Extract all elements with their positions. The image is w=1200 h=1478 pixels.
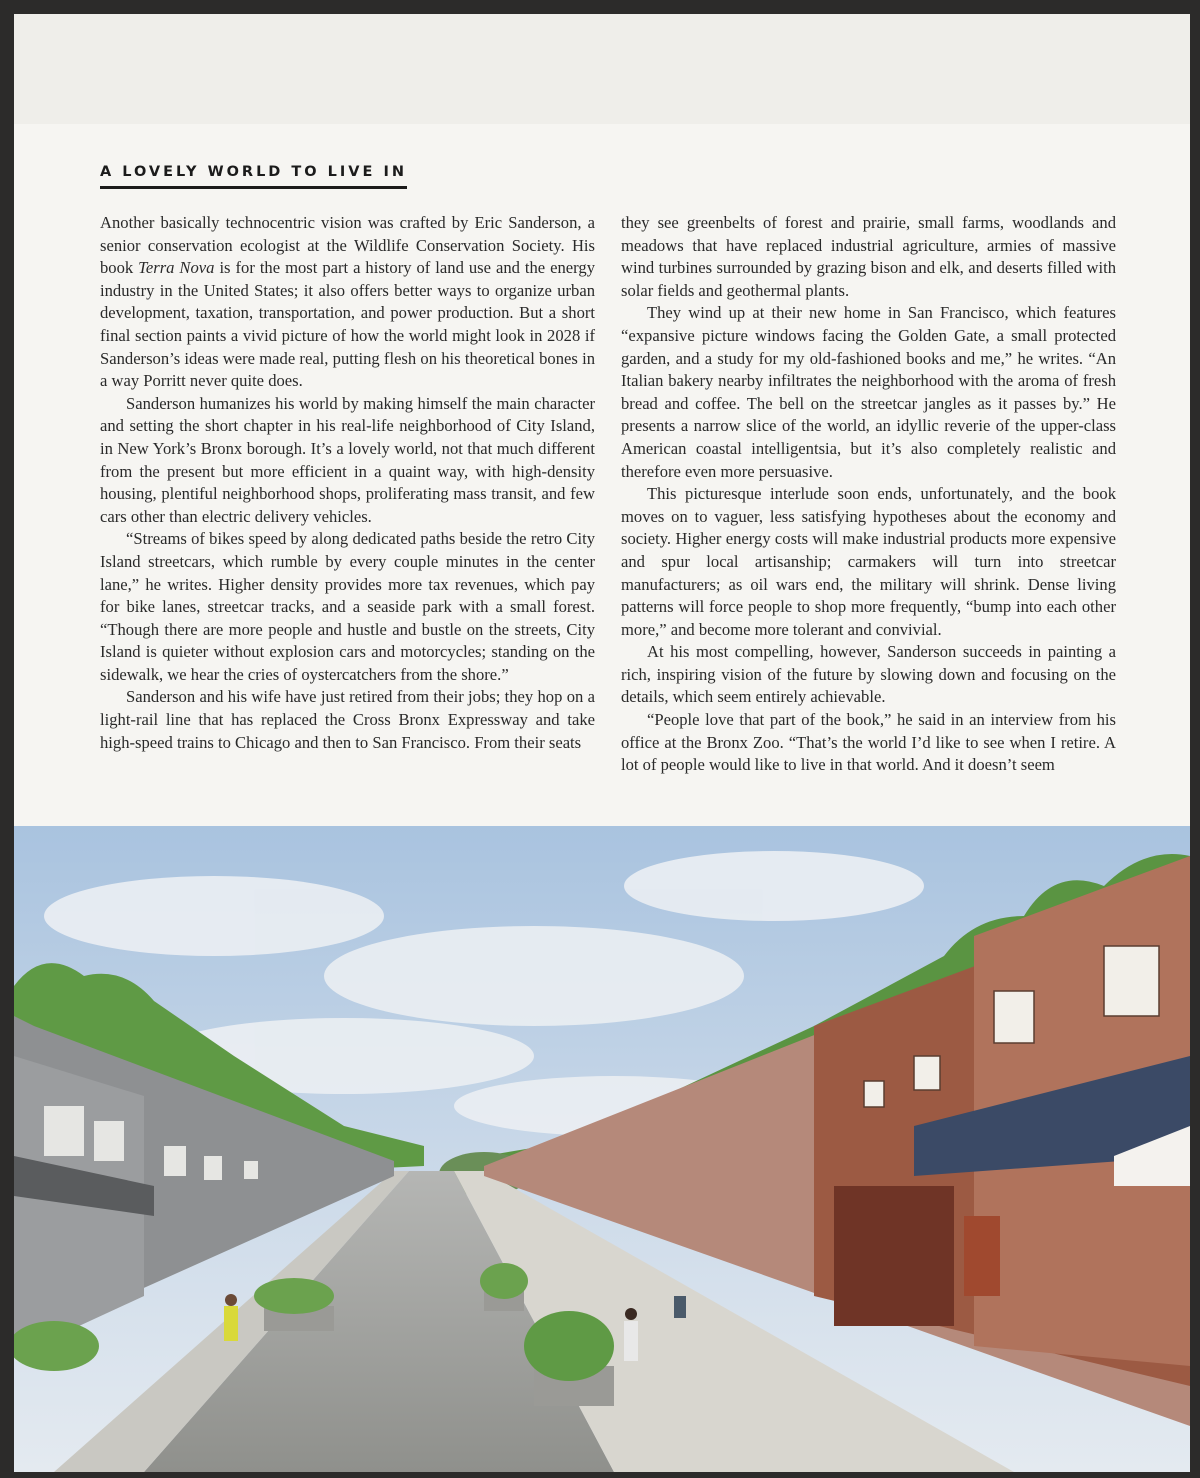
right-paragraph-2: They wind up at their new home in San Francisco, which features “expansive picture windows facing the Golden Gate, a small protected garden, and a study for my old-fashioned books and me,” he writes. “An Italian bakery nearby infiltrates the neighborhood with the aroma of fresh bread and coffee. The bell on the streetcar jangles as it passes by.” He presents a narrow slice of the world, an idyllic reverie of the upper-class American coastal intelligentsia, but it’s also completely realistic and therefore even more persuasive.	[621, 303, 1116, 481]
brick-porch	[834, 1186, 954, 1326]
left-paragraph-3: “Streams of bikes speed by along dedicated paths beside the retro City Island streetcars, which rumble by every couple minutes in the center lane,” he writes. Higher density provides more tax revenues, which pay for bike lanes, streetcar tracks, and a seaside park with a small forest. “Though there are more people and hustle and bustle on the streets, City Island is quieter without explosion cars and motorcycles; standing on the sidewalk, we hear the cries of oystercatchers from the shore.”	[100, 529, 595, 684]
section-heading: A LOVELY WORLD TO LIVE IN	[100, 164, 407, 189]
right-paragraph-5: “People love that part of the book,” he said in an interview from his office at the Bronx Zoo. “That’s the world I’d like to see when I retire. A lot of people would like to live in that world. And it doesn’t seem	[621, 710, 1116, 775]
right-paragraph-1: they see greenbelts of forest and prairie, small farms, woodlands and meadows that have replaced industrial agriculture, armies of massive wind turbines surrounded by grazing bison and elk, and deserts filled with solar fields and geothermal plants.	[621, 213, 1116, 300]
book-title: Terra Nova	[138, 258, 215, 278]
left-column	[100, 212, 595, 754]
left-paragraph-4: Sanderson and his wife have just retired from their jobs; they hop on a light-rail line that has replaced the Cross Bronx Expressway and take high-speed trains to Chicago and then to San Francisco. From their seats	[100, 687, 595, 752]
right-column	[621, 212, 1116, 777]
street-illustration-svg	[14, 826, 1190, 1472]
front-door	[964, 1216, 1000, 1296]
right-paragraph-4: At his most compelling, however, Sanderson succeeds in painting a rich, inspiring vision of the future by slowing down and focusing on the details, which seem entirely achievable.	[621, 642, 1116, 707]
magazine-page	[14, 14, 1190, 1472]
left-paragraph-1: Another basically technocentric vision was crafted by Eric Sanderson, a senior conservation ecologist at the Wildlife Conservation Society. His book Terra Nova is for the most part a history of land use and the energy industry in the United States; it also offers better ways to organize urban development, taxation, transportation, and power production. But a short final section paints a vivid picture of how the world might look in 2028 if Sanderson’s ideas were made real, putting flesh on his theoretical bones in a way Porritt never quite does.	[100, 213, 595, 391]
left-paragraph-2: Sanderson humanizes his world by making himself the main character and setting the short chapter in his real-life neighborhood of City Island, in New York’s Bronx borough. It’s a lovely world, not that much different from the present but more efficient in a quaint way, with high-density housing, plentiful neighborhood shops, proliferating mass transit, and few cars other than electric delivery vehicles.	[100, 393, 595, 526]
right-paragraph-3: This picturesque interlude soon ends, unfortunately, and the book moves on to vaguer, less satisfying hypotheses about the economy and society. Higher energy costs will make industrial products more expensive and spur local artisanship; carmakers will turn into streetcar manufacturers; as oil wars end, the military will shrink. Dense living patterns will force people to shop more frequently, “bump into each other more,” and become more tolerant and convivial.	[621, 484, 1116, 639]
top-band	[14, 14, 1190, 124]
street-illustration	[14, 826, 1190, 1472]
